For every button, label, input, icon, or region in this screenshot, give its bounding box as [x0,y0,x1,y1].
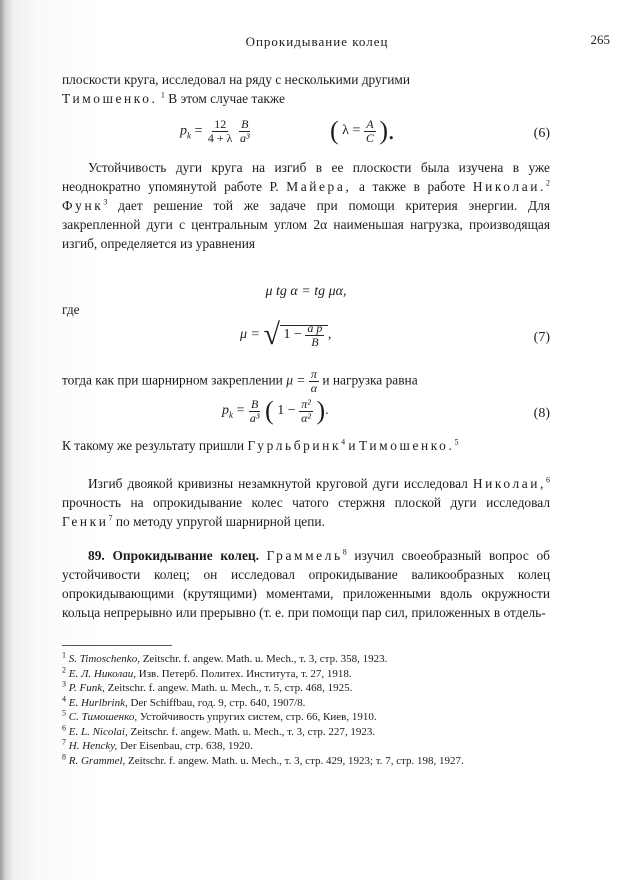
p2-t3: дает решение той же задаче при помощи критерия энергии. Для закрепленной дуги с центральным углом 2α наименьшая нагрузка, производящая изгиб, определяется из уравнения [62,198,550,251]
eq8-pi2: π² [301,396,311,411]
eq6-paren-open: ( [330,116,339,145]
eq-tg-text: μ tg α = tg μα, [265,284,347,299]
p5-hencky: Генки [62,514,109,529]
eq6-a3: a³ [240,131,250,145]
footnote-1: $^1$ S. Timoschenko, Zeitschr. f. angew. Math. u. Mech., т. 3, стр. 358, 1923. [62,650,388,665]
eq7-one: 1 − [283,327,302,343]
p1-text-b: В этом случае также [168,91,285,106]
eq8-a3: a³ [249,410,260,425]
eq7-B: B [311,334,319,349]
eq7-radicand [280,320,328,349]
equation-8 [62,394,550,434]
footnote-3: $^3$ P. Funk, Zeitschr. f. angew. Math. u. Mech., т. 5, стр. 468, 1925. [62,679,353,694]
eq8-B: B [251,396,259,411]
eq6-den: 4 + λ [207,131,233,145]
p5-nikolai: Николаи, [472,476,546,491]
eq7-mu: μ = [240,327,260,343]
eq8-eq: = [236,403,245,419]
p2-nikolai: Николаи. [472,179,546,194]
p4-hurl: Гурльбринк [247,438,342,453]
paragraph-6 [62,546,550,622]
eq6-B: B [241,117,249,131]
eq6-C: C [365,130,374,145]
p4-fn4: 4 [341,437,346,447]
p5-fn7: 7 [108,513,113,523]
footnote-7: $^7$ H. Hencky, Der Eisenbau, стр. 638, 1920. [62,737,253,752]
eq6-lhs-sub: k [187,130,191,141]
section-heading-89: 89. Опрокидывание колец. [88,548,259,563]
eq8-lhs-sub: k [229,410,233,421]
p3-alpha: α [310,381,317,395]
p1-text-a: плоскости круга, исследовал на ряду с несколькими другими [62,72,411,87]
p3-frac [309,368,319,395]
eq6-lambda: λ = [342,123,361,139]
p3-pi: π [310,367,317,381]
p4-fn5: 5 [454,437,459,447]
footnote-6: $^6$ E. L. Nicolai, Zeitschr. f. angew. Math. u. Mech., т. 3, стр. 227, 1923. [62,722,376,738]
eq7-ap: a p [307,320,323,335]
p5-t2: прочность на опрокидывание колес чатого стержня плоской дуги исследовал [62,495,550,510]
eq8-alpha2: α² [301,410,311,425]
paragraph-5 [62,474,550,531]
footnote-5: $^5$ С. Тимошенко, Устойчивость упругих систем, стр. 66, Киев, 1910. [62,708,377,723]
p6-grammel: Граммель [266,548,343,563]
eq6-paren-close: ). [379,116,395,145]
eq6-num: 12 [214,117,227,131]
eq8-frac-2 [299,398,313,425]
p5-t1: Изгиб двоякой кривизны незамкнутой круговой дуги исследовал [88,476,468,491]
p2-funk: Функ [62,198,104,213]
footnote-8: $^8$ R. Grammel, Zeitschr. f. angew. Math. u. Mech., т. 3, стр. 429, 1923; т. 7, стр. 198, 1927. [62,751,464,767]
eq6-lhs: p [180,123,187,139]
p4-t2: и [348,438,356,453]
eq6-frac-3 [364,118,376,145]
p2-t1: Устойчивость дуги круга на изгиб в ее плоскости была изучена в уже неоднократно упомянутой работе Р. [62,160,550,194]
eq8-lhs: p [222,403,229,419]
eq8-frac-1 [248,398,262,425]
eq8-number: (8) [533,406,550,421]
p5-t3: по методу упругой шарнирной цепи. [115,514,325,529]
footnote-divider [62,645,172,646]
p3-t1: тогда как при шарнирном закреплении [62,372,283,388]
p6-t1: изучил своеобразный вопрос об устойчивости колец; он исследовал опрокидывание валикообразных колец опрокидывающими (крутящими) моментами, приложенными вдоль окружности кольца непрерывно или прерывно (т. е. при помощи пар сил, приложенных в отдель- [62,548,550,620]
eq6-frac-2 [238,118,252,145]
eq8-paren-open: ( [265,396,274,425]
gde-word: где [62,302,80,317]
equation-7 [62,318,550,358]
eq7-frac [305,322,324,349]
eq8-paren-close: ) [316,396,326,425]
p3-mu: μ = [286,372,306,388]
eq8-one: 1 − [277,403,296,419]
p3-t2: и нагрузка равна [322,372,418,388]
p2-fn2: 2 [545,178,550,188]
eq6-eq: = [194,123,203,139]
paragraph-2 [62,158,550,253]
paragraph-4 [62,436,550,455]
page-number: 265 [590,32,610,47]
paragraph-3 [62,368,550,395]
equation-6 [62,114,550,154]
p4-timo: Тимошенко. [358,438,455,453]
p1-name: Тимошенко. [62,91,158,106]
p1-fn: 1 [160,90,165,100]
eq6-frac-1 [206,118,235,145]
eq7-comma: , [327,327,332,343]
eq7-number: (7) [533,330,550,345]
where-label [62,300,550,319]
footnote-4: $^4$ E. Hurlbrink, Der Schiffbau, год. 9, стр. 640, 1907/8. [62,693,306,709]
eq6-number: (6) [533,126,550,141]
p2-mayer: Майера, [286,179,352,194]
p5-fn6: 6 [546,475,550,485]
p2-fn3: 3 [103,197,108,207]
eq8-end: . [325,403,329,419]
paragraph-1 [62,70,550,108]
running-header: Опрокидывание колец [245,34,389,49]
sqrt-icon: √ [263,318,280,351]
footnotes [62,652,550,768]
eq6-A: A [366,116,374,131]
footnote-2: $^2$ Е. Л. Николаи, Изв. Петерб. Политех. Института, т. 27, 1918. [62,664,352,680]
p6-fn8: 8 [342,547,347,557]
p2-t2: а также в работе [358,179,466,194]
p4-t1: К такому же результату пришли [62,438,245,453]
